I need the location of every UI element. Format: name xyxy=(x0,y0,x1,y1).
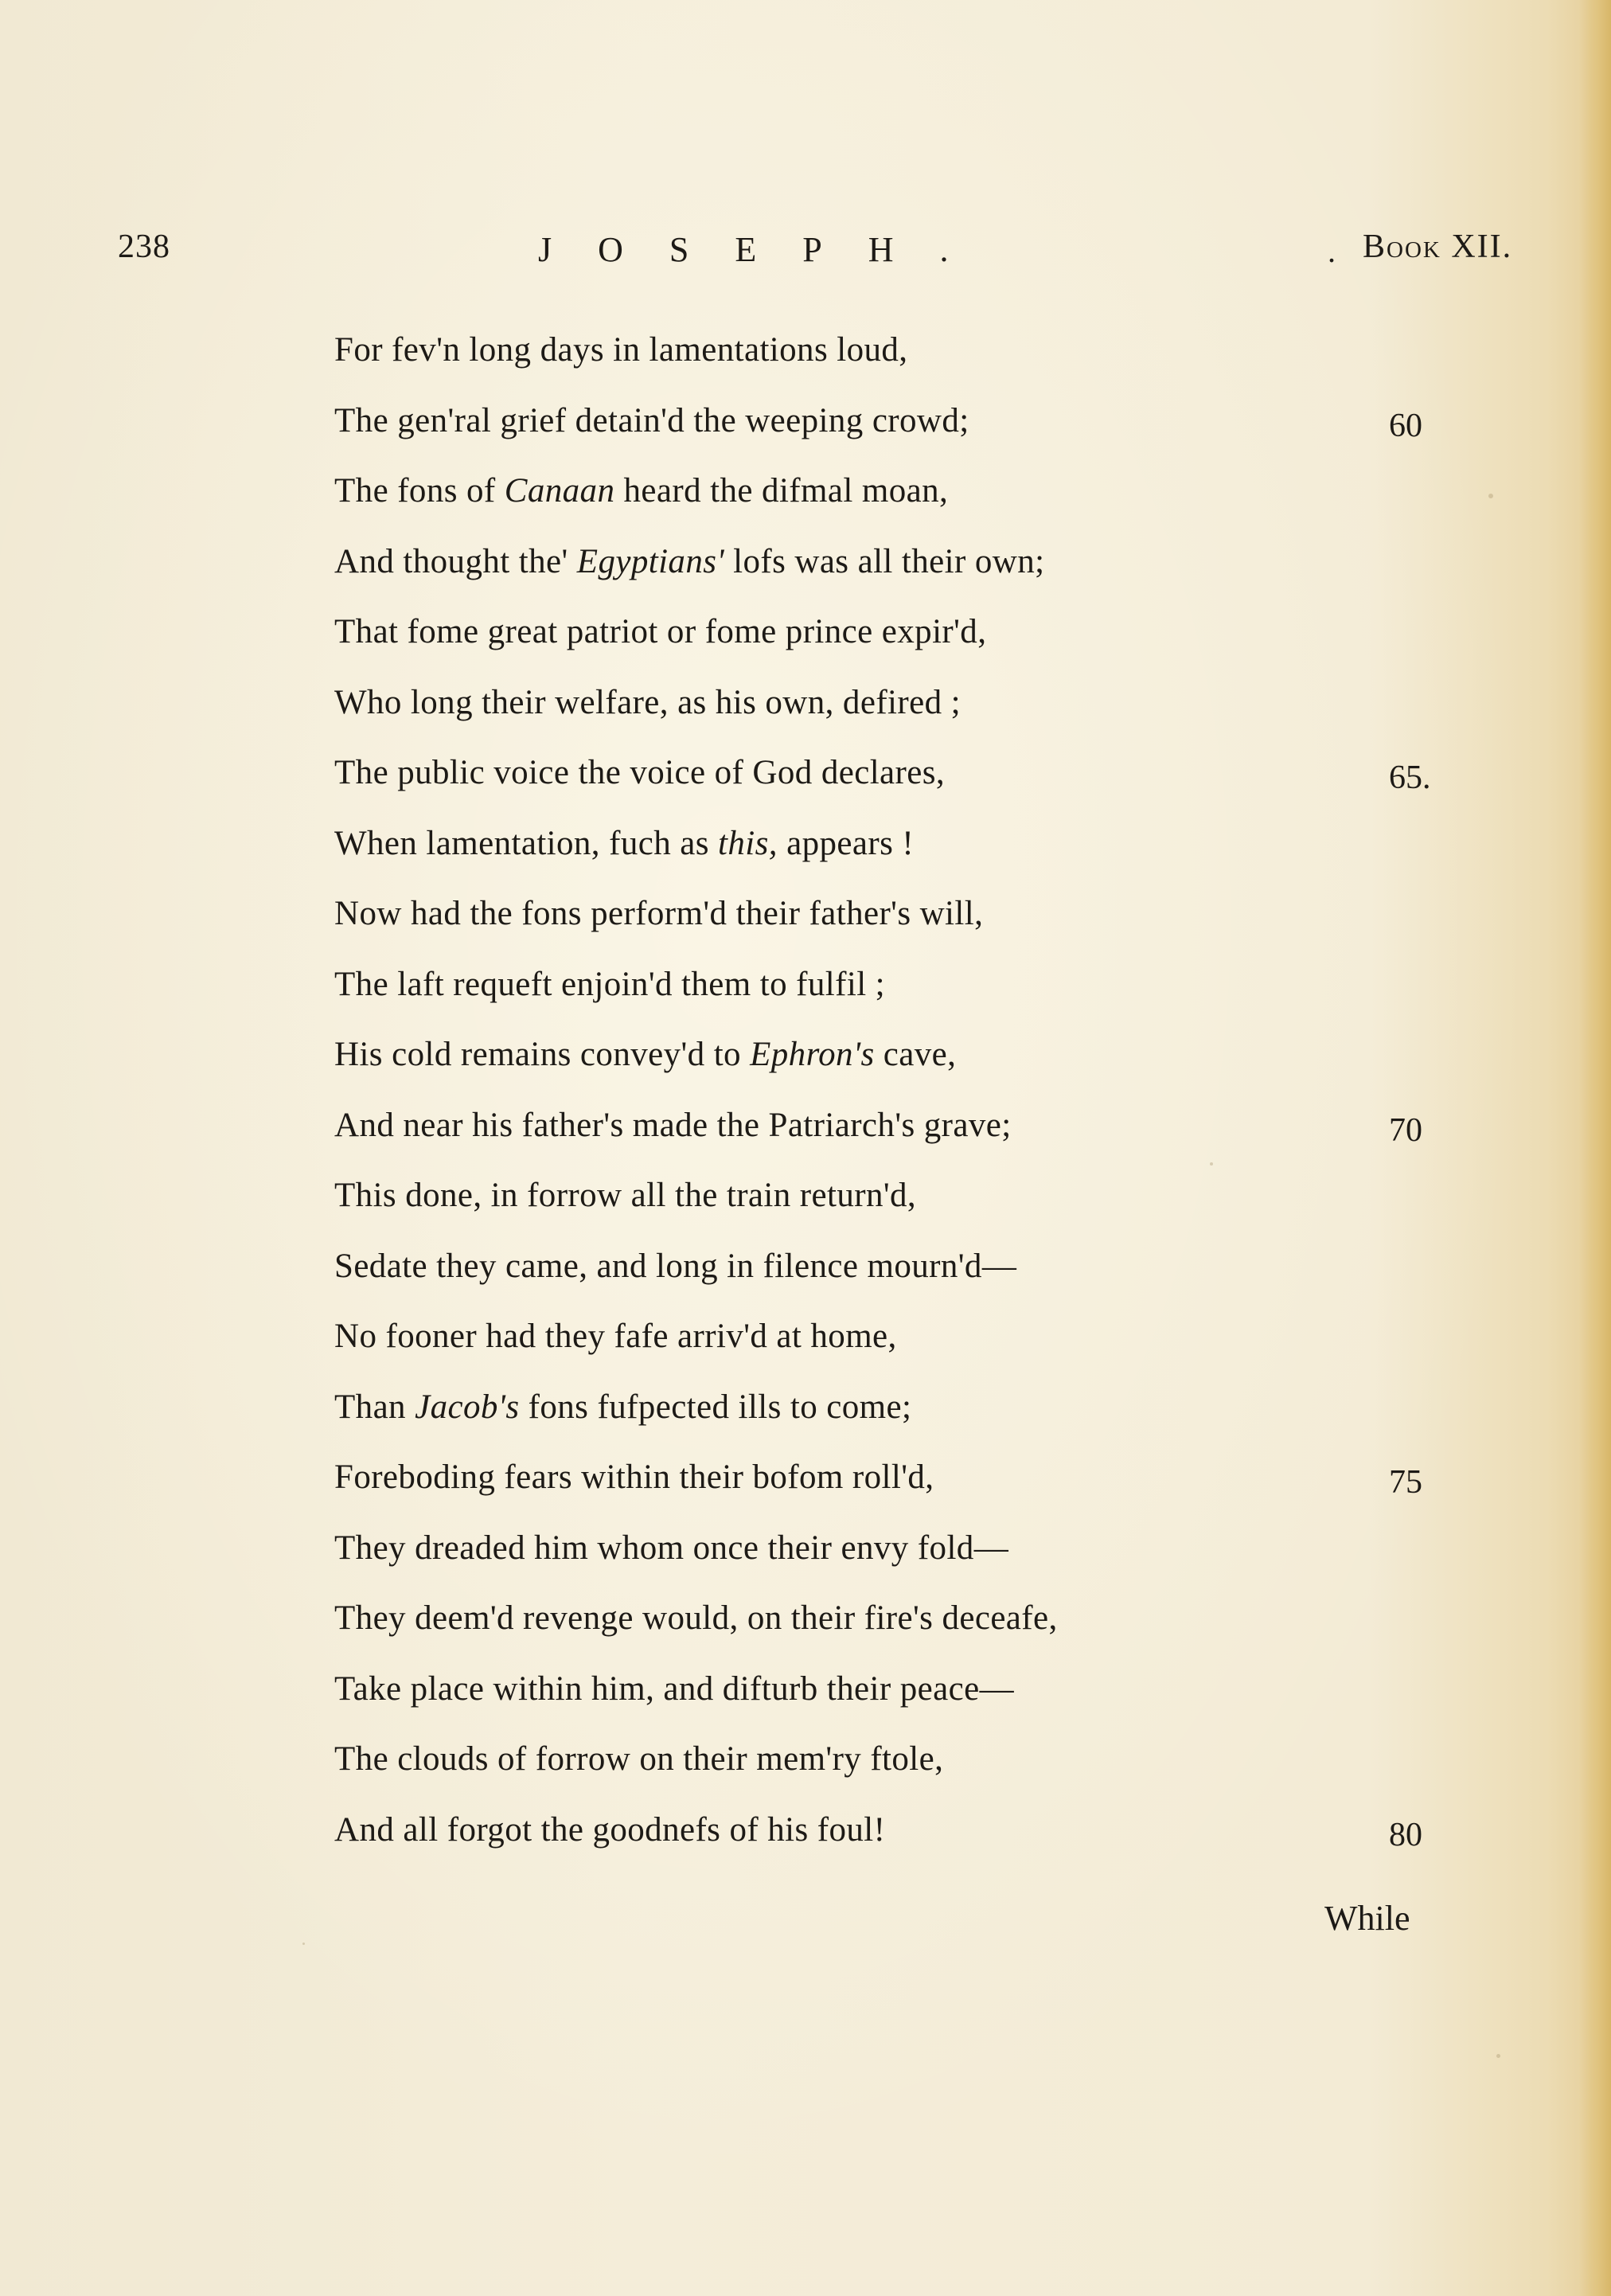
book-number: XII. xyxy=(1441,228,1513,265)
poem-line-text xyxy=(334,318,907,382)
poem-line xyxy=(0,1587,1611,1658)
line-segment: The gen'ral grief detain'd the weeping crowd; xyxy=(334,401,969,439)
poem-line xyxy=(0,1164,1611,1235)
poem-line-text xyxy=(334,1235,1016,1298)
poem-line-text xyxy=(334,1517,1008,1580)
poem-text xyxy=(0,318,1611,1868)
line-segment: That fome great patriot or fome prince expir'd, xyxy=(334,613,987,650)
poem-line-text xyxy=(334,671,961,735)
poem-line-text xyxy=(334,882,983,946)
line-segment: appears ! xyxy=(777,824,915,862)
line-segment: When lamentation, fuch as xyxy=(334,824,719,862)
poem-line-text xyxy=(334,1305,897,1369)
page-number: 238 xyxy=(118,228,170,265)
line-number: 80 xyxy=(1389,1816,1422,1853)
poem-line-text xyxy=(334,1658,1014,1721)
poem-line xyxy=(0,671,1611,742)
italic-word: Canaan xyxy=(504,472,615,510)
poem-line xyxy=(0,1728,1611,1798)
line-segment: fons fufpected ills to come; xyxy=(519,1388,912,1426)
line-segment: No fooner had they fafe arriv'd at home, xyxy=(334,1318,897,1355)
paper-speck xyxy=(1488,494,1493,498)
poem-line-text xyxy=(334,1164,916,1228)
book-label xyxy=(1363,228,1512,266)
book-mark: . xyxy=(1328,233,1336,269)
line-segment: The fons of xyxy=(334,472,505,510)
italic-word: Ephron's xyxy=(750,1036,875,1073)
poem-line xyxy=(0,741,1611,812)
poem-line-text xyxy=(334,741,945,805)
italic-word: this, xyxy=(718,824,778,862)
poem-line-text xyxy=(334,812,914,876)
paper-speck xyxy=(302,1943,305,1945)
poem-line xyxy=(0,882,1611,953)
paper-speck xyxy=(1496,2054,1500,2058)
line-segment: Now had the fons perform'd their father's will, xyxy=(334,895,984,932)
poem-line xyxy=(0,600,1611,671)
line-number: 75 xyxy=(1389,1464,1422,1501)
line-segment: cave, xyxy=(874,1036,957,1073)
poem-line xyxy=(0,1235,1611,1306)
running-title: JOSEPH. xyxy=(538,230,995,269)
poem-line xyxy=(0,1658,1611,1728)
line-segment: Sedate they came, and long in filence mourn'd— xyxy=(334,1247,1017,1285)
poem-line xyxy=(0,1446,1611,1517)
line-segment: heard the difmal moan, xyxy=(614,472,949,510)
line-segment: Foreboding fears within their bofom roll'd, xyxy=(334,1458,934,1496)
poem-line-text xyxy=(334,1587,1058,1650)
running-header xyxy=(0,228,1611,291)
poem-line-text xyxy=(334,1023,956,1087)
line-segment: The public voice the voice of God declares, xyxy=(334,754,946,791)
poem-line-text xyxy=(334,1446,934,1509)
book-word: Book xyxy=(1363,228,1441,265)
line-segment: And all forgot the goodnefs of his foul! xyxy=(334,1810,886,1849)
poem-line xyxy=(0,1798,1611,1869)
poem-line xyxy=(0,1094,1611,1165)
poem-line-text xyxy=(334,600,986,664)
poem-line-text xyxy=(334,389,969,453)
poem-line-text xyxy=(334,1798,885,1862)
paper-speck xyxy=(1210,1162,1213,1166)
line-segment: His cold remains convey'd to xyxy=(334,1036,751,1073)
poem-line xyxy=(0,530,1611,601)
poem-line xyxy=(0,1023,1611,1094)
poem-line xyxy=(0,953,1611,1024)
poem-line-text xyxy=(334,459,948,523)
poem-line xyxy=(0,389,1611,460)
line-segment: This done, in forrow all the train return'd, xyxy=(334,1177,917,1214)
line-segment: lofs was all their own; xyxy=(724,542,1045,580)
line-segment: They deem'd revenge would, on their fire's deceafe, xyxy=(334,1599,1058,1637)
poem-line xyxy=(0,1305,1611,1376)
poem-line-text xyxy=(334,1376,911,1439)
poem-line xyxy=(0,1376,1611,1447)
italic-word: Egyptians' xyxy=(576,542,724,580)
poem-line-text xyxy=(334,953,885,1017)
line-segment: And near his father's made the Patriarch's grave; xyxy=(334,1106,1012,1144)
italic-word: Jacob's xyxy=(415,1388,520,1426)
line-segment: They dreaded him whom once their envy fold— xyxy=(334,1529,1009,1567)
poem-line xyxy=(0,459,1611,530)
line-segment: Take place within him, and difturb their peace— xyxy=(334,1669,1014,1708)
line-segment: The laft requeft enjoin'd them to fulfil ; xyxy=(334,965,886,1003)
line-segment: For fev'n long days in lamentations loud, xyxy=(334,331,908,369)
line-number: 65. xyxy=(1389,759,1431,796)
poem-line xyxy=(0,812,1611,883)
line-segment: The clouds of forrow on their mem'ry ftole, xyxy=(334,1740,944,1778)
line-number: 70 xyxy=(1389,1111,1422,1149)
poem-line-text xyxy=(334,1728,943,1791)
poem-line xyxy=(0,318,1611,389)
poem-line-text xyxy=(334,530,1044,594)
poem-line-text xyxy=(334,1094,1012,1158)
line-segment: And thought the' xyxy=(334,542,577,580)
catchword: While xyxy=(1324,1899,1410,1938)
line-segment: Who long their welfare, as his own, defired ; xyxy=(334,683,961,721)
poem-line xyxy=(0,1517,1611,1587)
line-segment: Than xyxy=(334,1388,415,1426)
line-number: 60 xyxy=(1389,407,1422,444)
